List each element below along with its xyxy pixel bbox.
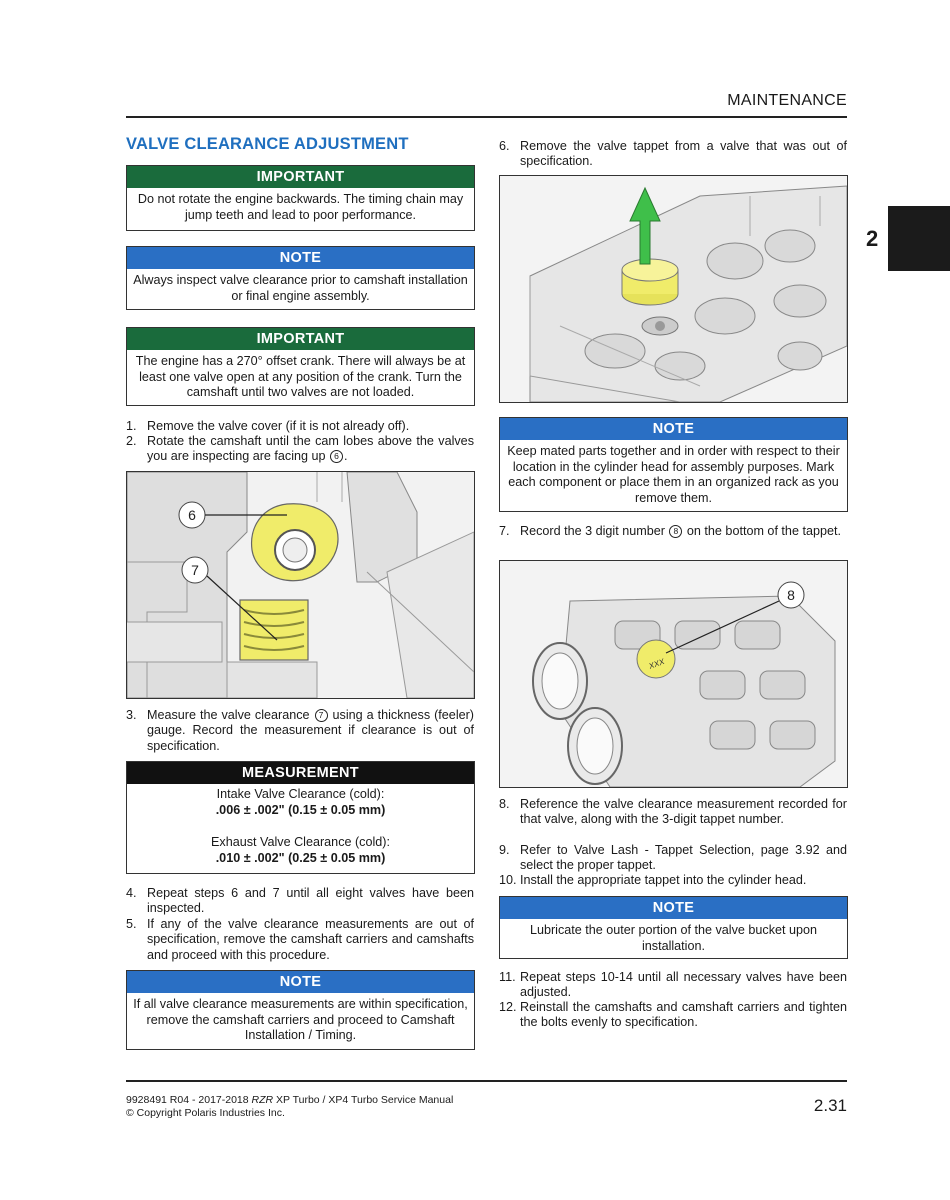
exhaust-label: Exhaust Valve Clearance (cold): (211, 835, 390, 849)
figure-callout-7: 7 (191, 562, 199, 578)
page-number: 2.31 (813, 1096, 847, 1115)
footer-text (126, 1094, 453, 1119)
step-8: 8. Reference the valve clearance measurement recorded for that valve, along with the 3-digit tappet number. (499, 797, 847, 827)
note-box-1 (126, 246, 475, 310)
callout-ref: 7 (315, 709, 328, 722)
step-1: 1. Remove the valve cover (if it is not already off). (126, 419, 410, 433)
important-box-2 (126, 327, 475, 406)
note-heading: NOTE (500, 418, 847, 440)
footer-rule (126, 1080, 847, 1082)
measurement-heading: MEASUREMENT (127, 762, 474, 784)
note-box-3 (499, 417, 848, 512)
intake-value: .006 ± .002" (0.15 ± 0.05 mm) (215, 802, 386, 817)
step-11: 11. Repeat steps 10-14 until all necessary valves have been adjusted. (499, 970, 847, 1000)
section-label: MAINTENANCE (727, 92, 847, 109)
note-text: If all valve clearance measurements are within specification, remove the camshaft carriers and proceed to Camshaft Installation / Timing. (133, 997, 468, 1042)
note-text: Lubricate the outer portion of the valve bucket upon installation. (529, 923, 818, 953)
cam-valve-figure (126, 471, 475, 699)
tappet-stamp: XXX (647, 656, 666, 671)
callout-ref: 6 (330, 450, 343, 463)
page-title: VALVE CLEARANCE ADJUSTMENT (126, 135, 409, 153)
tappet-removal-figure (499, 175, 848, 403)
important-box-1 (126, 165, 475, 231)
step-12: 12. Reinstall the camshafts and camshaft carriers and tighten the bolts evenly to specification. (499, 1000, 847, 1030)
tappet-bottom-figure (499, 560, 848, 788)
note-text: Keep mated parts together and in order with respect to their location in the cylinder head for assembly purposes. Mark each component or place them in an organized rack as you remove them. (507, 444, 840, 505)
step-7: 7. Record the 3 digit number 8 on the bottom of the tappet. (499, 524, 841, 538)
note-heading: NOTE (127, 971, 474, 993)
callout-ref: 8 (669, 525, 682, 538)
manual-title: 9928491 R04 - 2017-2018 RZR XP Turbo / XP4 Turbo Service Manual (126, 1094, 454, 1106)
note-heading: NOTE (500, 897, 847, 919)
step-4: 4. Repeat steps 6 and 7 until all eight valves have been inspected. (126, 886, 474, 916)
note-heading: NOTE (127, 247, 474, 269)
important-text: Do not rotate the engine backwards. The timing chain may jump teeth and lead to poor performance. (137, 192, 464, 222)
step-3: 3. Measure the valve clearance 7 using a thickness (feeler) gauge. Record the measurement if clearance is out of specification. (126, 708, 475, 753)
note-box-4 (499, 896, 848, 959)
important-text: The engine has a 270° offset crank. There will always be at least one valve open at any position of the crank. Turn the camshaft until two valves are not loaded. (135, 354, 466, 399)
step-5: 5. If any of the valve clearance measurements are out of specification, remove the camshaft carriers and camshafts and proceed with this procedure. (126, 917, 474, 962)
step-6: 6. Remove the valve tappet from a valve that was out of specification. (499, 139, 847, 169)
important-heading: IMPORTANT (127, 166, 474, 188)
step-2: 2. Rotate the camshaft until the cam lobes above the valves you are inspecting are facing up 6 . (126, 434, 474, 464)
figure-callout-6: 6 (188, 507, 196, 523)
note-text: Always inspect valve clearance prior to camshaft installation or final engine assembly. (133, 273, 468, 303)
exhaust-value: .010 ± .002" (0.25 ± 0.05 mm) (215, 850, 386, 865)
note-box-2 (126, 970, 475, 1050)
figure-callout-8: 8 (787, 587, 795, 603)
copyright: © Copyright Polaris Industries Inc. (126, 1106, 285, 1119)
chapter-tab (888, 206, 950, 271)
step-10: 10. Install the appropriate tappet into the cylinder head. (499, 873, 807, 887)
step-9: 9. Refer to Valve Lash - Tappet Selection, page 3.92 and select the proper tappet. (499, 843, 847, 873)
intake-label: Intake Valve Clearance (cold): (216, 787, 385, 801)
important-heading: IMPORTANT (127, 328, 474, 350)
chapter-number: 2 (866, 226, 879, 251)
header-rule (126, 116, 847, 118)
measurement-box (126, 761, 475, 874)
